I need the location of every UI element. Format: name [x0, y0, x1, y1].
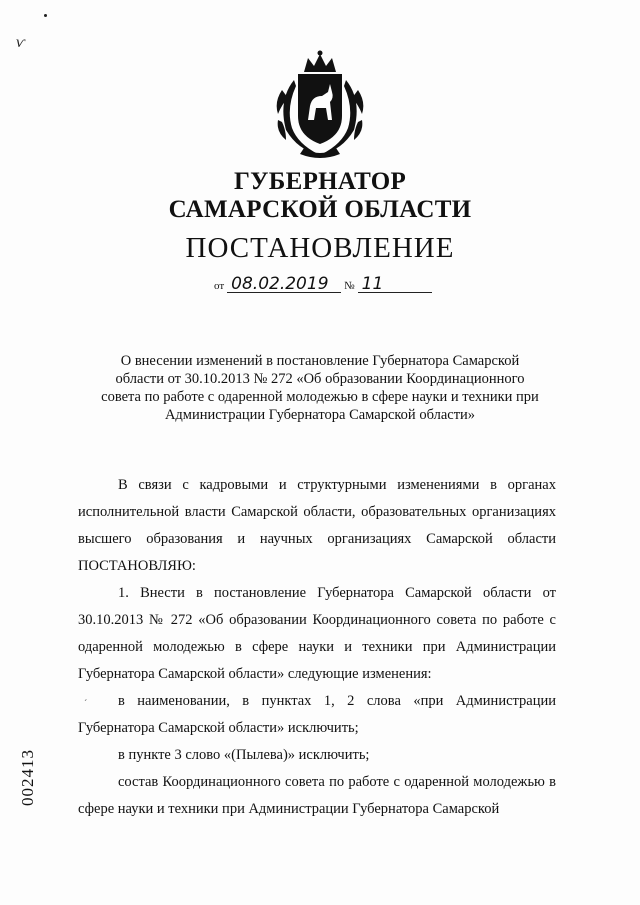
number-label: № — [344, 280, 355, 292]
scan-dot — [44, 14, 47, 17]
paragraph: в наименовании, в пунктах 1, 2 слова «при Администрации Губернатора Самарской области» исключить; — [78, 693, 556, 736]
number-value: 11 — [358, 276, 432, 293]
handwritten-mark: ѵ — [16, 34, 25, 51]
document-body — [78, 472, 556, 823]
issuer-title-line1: ГУБЕРНАТОР — [233, 168, 407, 195]
paragraph: в пункте 3 слово «(Пылева)» исключить; — [118, 747, 370, 763]
coat-of-arms-icon — [268, 50, 372, 160]
scan-mark: ˊ — [84, 699, 88, 710]
document-subject: О внесении изменений в постановление Губернатора Самарской области от 30.10.2013 № 272 «Об образовании Координационного совета по работе с одаренной молодежью в сфере науки и техники при Администрации Губернатора Самарской области» — [101, 353, 539, 423]
issuer-title-line2: САМАРСКОЙ ОБЛАСТИ — [168, 196, 472, 223]
form-serial-number: 002413 — [18, 749, 37, 806]
paragraph: В связи с кадровыми и структурными изменениями в органах исполнительной власти Самарской области, образовательных организациях высшего образования и научных организациях Самарской области ПОСТАНОВЛЯЮ: — [78, 477, 556, 574]
date-value: 08.02.2019 — [227, 276, 341, 293]
paragraph: состав Координационного совета по работе с одаренной молодежью в сфере науки и техники при Администрации Губернатора Самарской — [78, 774, 556, 817]
document-type: ПОСТАНОВЛЕНИЕ — [185, 232, 455, 264]
date-label: от — [214, 280, 225, 292]
paragraph: 1. Внести в постановление Губернатора Самарской области от 30.10.2013 № 272 «Об образовании Координационного совета по работе с одаренной молодежью в сфере науки и техники при Администрации Губернатора Самарской области» следующие изменения: — [78, 585, 556, 682]
document-date-row — [214, 276, 432, 293]
